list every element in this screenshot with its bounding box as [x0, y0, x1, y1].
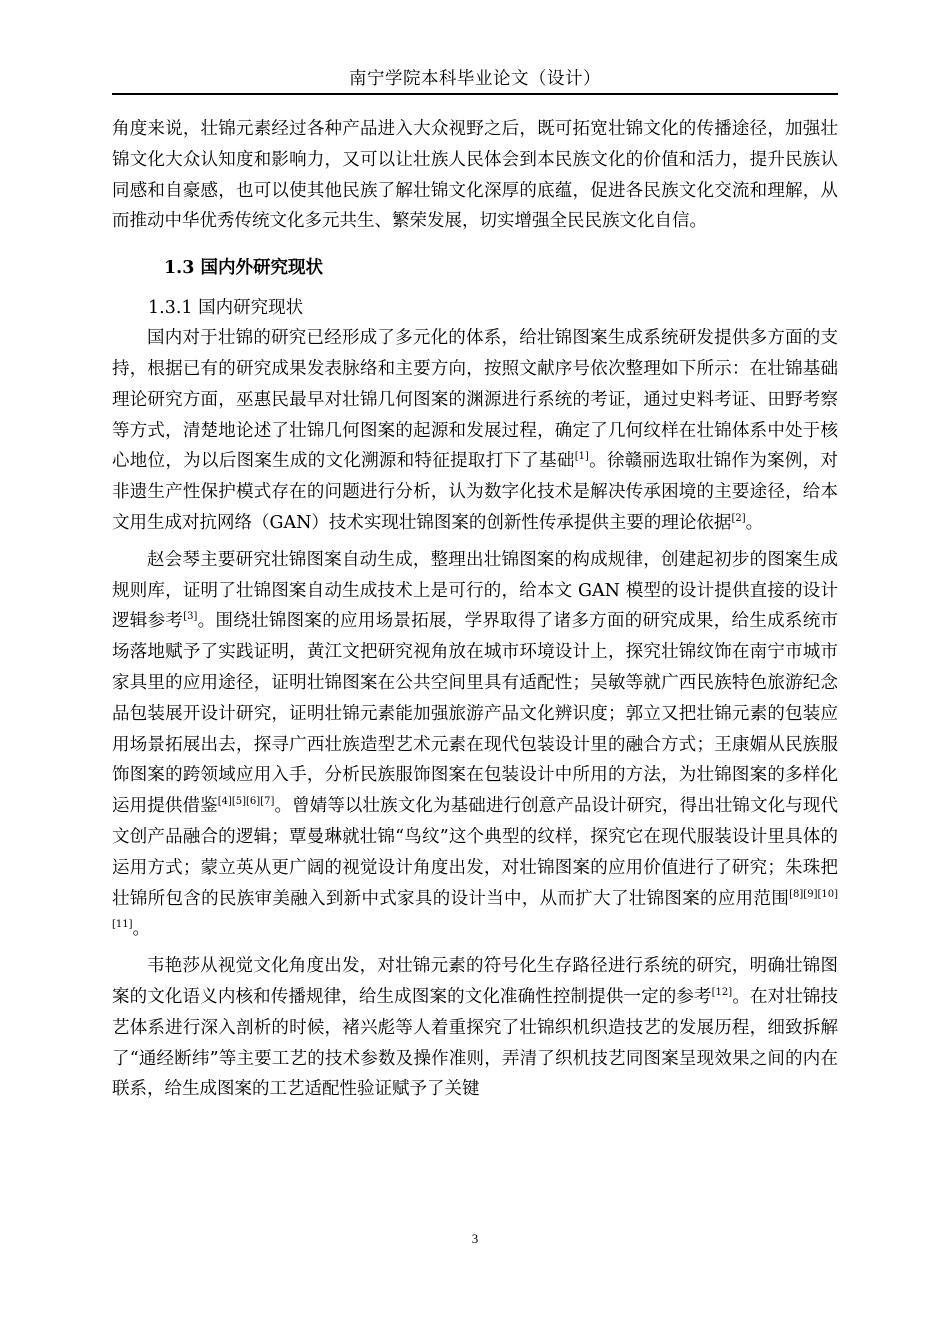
section-heading: 1.3 国内外研究现状 [164, 258, 324, 279]
paragraph-text: 国内对于壮锦的研究已经形成了多元化的体系，给壮锦图案生成系统研发提供多方面的支持，根据已有的研究成果发表脉络和主要方向，按照文献序号依次整理如下所示：在壮锦基础理论研究方面，巫惠民最早对壮锦几何图案的渊源进行系统的考证，通过史料考证、田野考察等方式，清楚地论述了壮锦几何图案的起源和发展过程，确定了几何纹样在壮锦体系中处于核心地位，为以后图案生成的文化溯源和特征提取打下了基础 [112, 328, 838, 472]
paragraph-text: 。曾婧等以壮族文化为基础进行创意产品设计研究，得出壮锦文化与现代文创产品融合的逻辑；覃曼琳就壮锦“鸟纹”这个典型的纹样，探究它在现代服装设计里具体的运用方式；蒙立英从更广阔的视觉设计角度出发，对壮锦图案的应用价值进行了研究；朱珠把壮锦所包含的民族审美融入到新中式家具的设计当中，从而扩大了壮锦图案的应用范围 [112, 796, 839, 909]
citation: [1] [574, 451, 589, 463]
paragraph-text: 。在对壮锦技艺体系进行深入剖析的时候，褚兴彪等人着重探究了壮锦织机织造技艺的发展历程，细致拆解了“通经断纬”等主要工艺的技术参数及操作准则，弄清了织机技艺同图案呈现效果之间的内在联系，给生成图案的工艺适配性验证赋予了关键 [112, 986, 839, 1100]
paragraph-text: 。 [132, 919, 151, 940]
paragraph-text: 韦艳莎从视觉文化角度出发，对壮锦元素的符号化生存路径进行系统的研究，明确壮锦图案的文化语义内核和传播规律，给生成图案的文化准确性控制提供一定的参考 [112, 956, 838, 1007]
paragraph-text: 。徐赣丽选取壮锦作为案例，对非遗生产性保护模式存在的问题进行分析，认为数字化技术是解决传承困境的主要途径，给本文用生成对抗网络（GAN）技术实现壮锦图案的创新性传承提供主要的理论依据 [112, 451, 838, 533]
paragraph-text: 。 [745, 512, 764, 533]
paragraph-text: 赵会琴主要研究壮锦图案自动生成，整理出壮锦图案的构成规律，创建起初步的图案生成规则库，证明了壮锦图案自动生成技术上是可行的，给本文 GAN 模型的设计提供直接的设计逻辑参考 [112, 549, 838, 632]
paragraph-technique-research [112, 951, 838, 1105]
citation: [4][5][6][7] [217, 796, 275, 808]
citation: [8][9][10][11] [112, 888, 838, 931]
subsection-heading: 1.3.1 国内研究现状 [148, 298, 304, 319]
paragraph-domestic-research [112, 323, 838, 539]
paragraph-text: 。围绕壮锦图案的应用场景拓展，学界取得了诸多方面的研究成果，给生成系统市场落地赋予了实践证明，黄江文把研究视角放在城市环境设计上，探究壮锦纹饰在南宁市城市家具里的应用途径，证明壮锦图案在公共空间里具有适配性；吴敏等就广西民族特色旅游纪念品包装展开设计研究，证明壮锦元素能加强旅游产品文化辨识度；郭立又把壮锦元素的包装应用场景拓展出去，探寻广西壮族造型艺术元素在现代包装设计里的融合方式；王康媚从民族服饰图案的跨领域应用入手，分析民族服饰图案在包装设计中所用的方法，为壮锦图案的多样化运用提供借鉴 [112, 611, 839, 817]
citation: [2] [731, 512, 746, 524]
citation: [3] [183, 611, 198, 623]
paragraph-continued: 角度来说，壮锦元素经过各种产品进入大众视野之后，既可拓宽壮锦文化的传播途径，加强壮锦文化大众认知度和影响力，又可以让壮族人民体会到本民族文化的价值和活力，提升民族认同感和自豪感，也可以使其他民族了解壮锦文化深厚的底蕴，促进各民族文化交流和理解，从而推动中华优秀传统文化多元共生、繁荣发展，切实增强全民民族文化自信。 [112, 119, 838, 232]
citation: [12] [711, 986, 733, 998]
paragraph-application-research [112, 545, 838, 945]
header-divider [112, 93, 838, 95]
page-number: 3 [471, 1231, 479, 1246]
page-header: 南宁学院本科毕业论文（设计） [349, 69, 601, 89]
document-body [112, 114, 838, 1105]
